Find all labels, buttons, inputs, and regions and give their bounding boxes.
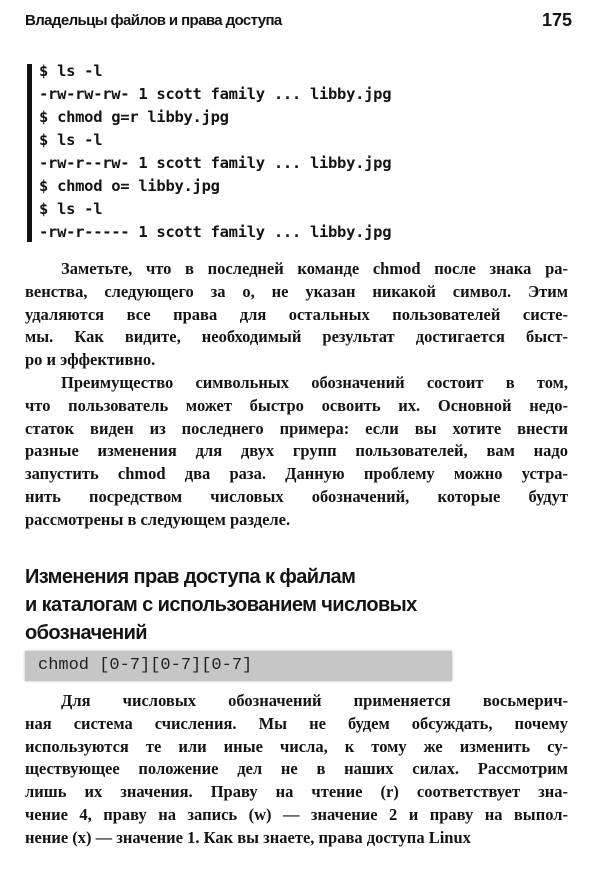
- text-line: Преимущество символьных обозначений состоит в том,: [61, 373, 568, 392]
- text-line: запустить chmod два раза. Данную проблему можно устра-: [25, 464, 568, 484]
- text-line: венства, следующего за o, не указан никакой символ. Этим: [25, 281, 568, 301]
- text-line: рассмотрены в следующем разделе.: [25, 509, 291, 529]
- section-heading: [25, 563, 417, 647]
- paragraph-1: [25, 258, 568, 372]
- chapter-title: Владельцы файлов и права доступа: [25, 12, 282, 29]
- text-line: ро и эффективно.: [25, 350, 156, 370]
- text-line: используются те или иные числа, к тому же изменить су-: [25, 736, 568, 756]
- text-line: -rw-rw-rw- 1 scott family ... libby.jpg: [39, 85, 392, 103]
- text-line: нить посредством числовых обозначений, которые будут: [25, 486, 568, 506]
- text-line: $ ls -l: [39, 200, 103, 218]
- text-line: обозначений: [25, 622, 147, 644]
- text-line: нение (x) — значение 1. Как вы знаете, права доступа Linux: [25, 827, 471, 847]
- text-line: ная система счисления. Мы не будем обсуждать, почему: [25, 713, 568, 733]
- text-line: $ ls -l: [39, 62, 103, 80]
- syntax-text: chmod [0-7][0-7][0-7]: [38, 656, 253, 675]
- text-line: разные изменения для двух групп пользователей, вам надо: [25, 441, 568, 461]
- code-margin-bar: [27, 64, 32, 242]
- text-line: мы. Как видите, необходимый результат достигается быст-: [25, 327, 568, 347]
- text-line: чение 4, праву на запись (w) — значение 2 и праву на выпол-: [25, 804, 568, 824]
- text-line: $ ls -l: [39, 131, 103, 149]
- text-line: $ chmod g=r libby.jpg: [39, 108, 229, 126]
- text-line: ществующее положение дел не в наших силах. Рассмотрим: [25, 759, 568, 779]
- code-lines: [39, 60, 391, 244]
- paragraph-3: [25, 690, 568, 850]
- text-line: Для числовых обозначений применяется восьмерич-: [61, 691, 568, 710]
- text-line: Заметьте, что в последней команде chmod после знака ра-: [61, 259, 568, 278]
- paragraph-2: [25, 372, 568, 532]
- text-line: -rw-r----- 1 scott family ... libby.jpg: [39, 223, 392, 241]
- text-line: удаляются все права для остальных пользователей систе-: [25, 304, 568, 324]
- text-line: лишь их значения. Праву на чтение (r) соответствует зна-: [25, 782, 568, 802]
- text-line: Изменения прав доступа к файлам: [25, 566, 356, 588]
- running-header: [25, 12, 572, 34]
- page-number: 175: [541, 10, 572, 30]
- text-line: -rw-r--rw- 1 scott family ... libby.jpg: [39, 154, 392, 172]
- text-line: что пользователь может быстро освоить их. Основной недо-: [25, 395, 568, 415]
- text-line: $ chmod o= libby.jpg: [39, 177, 220, 195]
- syntax-box: [25, 651, 452, 681]
- text-line: и каталогам с использованием числовых: [25, 594, 417, 616]
- text-line: статок виден из последнего примера: если вы хотите внести: [25, 418, 568, 438]
